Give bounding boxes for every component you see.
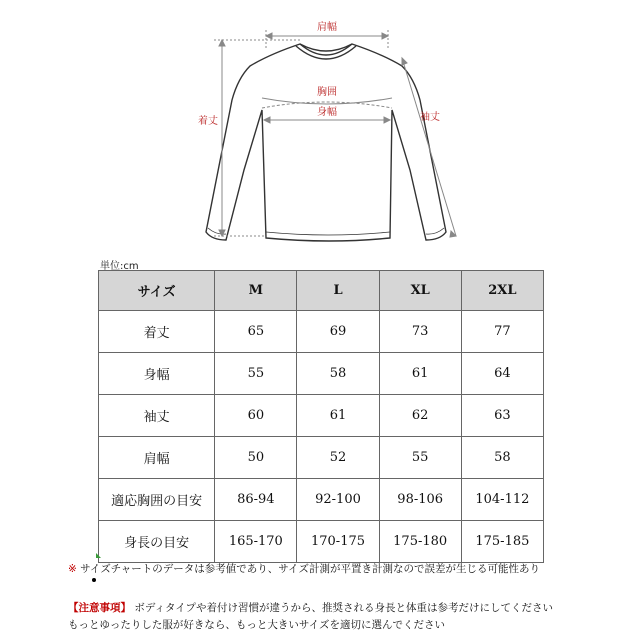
table-cell: 77 [461, 311, 543, 353]
table-cell: 58 [461, 437, 543, 479]
table-cell: 175-180 [379, 521, 461, 563]
shoulder-width-label: 肩幅 [317, 22, 337, 33]
length-label: 着丈 [198, 116, 218, 127]
chest-label: 胸囲 [317, 87, 337, 98]
header-cell: 2XL [461, 271, 543, 311]
table-row [99, 311, 544, 353]
size-chart-table [98, 270, 544, 563]
table-cell: 64 [461, 353, 543, 395]
row-label: 肩幅 [99, 437, 215, 479]
table-cell: 92-100 [297, 479, 379, 521]
table-cell: 61 [297, 395, 379, 437]
table-row [99, 521, 544, 563]
row-label: 身幅 [99, 353, 215, 395]
header-cell: M [215, 271, 297, 311]
table-cell: 65 [215, 311, 297, 353]
table-cell: 170-175 [297, 521, 379, 563]
row-label: 身長の目安 [99, 521, 215, 563]
table-row [99, 395, 544, 437]
corner-marker [96, 553, 101, 558]
header-cell: L [297, 271, 379, 311]
table-cell: 175-185 [461, 521, 543, 563]
length-guide [214, 40, 300, 236]
long-sleeve-shirt-outline [206, 44, 446, 241]
table-row [99, 353, 544, 395]
table-cell: 52 [297, 437, 379, 479]
table-cell: 61 [379, 353, 461, 395]
header-cell: XL [379, 271, 461, 311]
table-cell: 58 [297, 353, 379, 395]
garment-diagram [0, 0, 640, 262]
table-cell: 55 [215, 353, 297, 395]
table-cell: 86-94 [215, 479, 297, 521]
table-cell: 165-170 [215, 521, 297, 563]
table-row [99, 479, 544, 521]
note-size-advice [68, 617, 445, 632]
row-label: 適応胸囲の目安 [99, 479, 215, 521]
row-label: 袖丈 [99, 395, 215, 437]
bullet-dot [92, 578, 96, 582]
caution-tag: 【注意事項】 [68, 602, 131, 614]
sleeve-label: 袖丈 [420, 112, 440, 123]
table-cell: 62 [379, 395, 461, 437]
sleeve-guide [402, 58, 456, 237]
table-header-row [99, 271, 544, 311]
row-label: 着丈 [99, 311, 215, 353]
table-cell: 73 [379, 311, 461, 353]
body-width-label: 身幅 [317, 107, 337, 118]
table-row [99, 437, 544, 479]
table-cell: 104-112 [461, 479, 543, 521]
table-cell: 98-106 [379, 479, 461, 521]
note-text: もっとゆったりした服が好きなら、もっと大きいサイズを適切に選んでください [68, 619, 446, 631]
shoulder-width-guide [266, 30, 388, 50]
note-measurement-disclaimer [68, 561, 540, 576]
table-cell: 60 [215, 395, 297, 437]
note-text: サイズチャートのデータは参考値であり、サイズ計測が平置き計測なので誤差が生じる可能性あり [80, 563, 540, 575]
table-cell: 55 [379, 437, 461, 479]
note-mark: ※ [68, 563, 77, 575]
note-caution [68, 600, 553, 615]
unit-label: 単位:cm [100, 261, 139, 272]
table-cell: 63 [461, 395, 543, 437]
header-cell: サイズ [99, 271, 215, 311]
table-cell: 50 [215, 437, 297, 479]
table-cell: 69 [297, 311, 379, 353]
note-text: ボディタイプや着付け習慣が違うから、推奨される身長と体重は参考だけにしてください [134, 602, 553, 614]
